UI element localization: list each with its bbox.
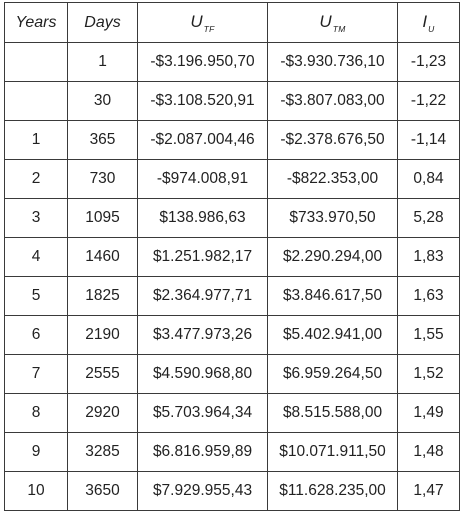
cell-utm: -$2.378.676,50 <box>268 121 398 160</box>
cell-utm: $11.628.235,00 <box>268 472 398 511</box>
cell-utm: -$3.807.083,00 <box>268 82 398 121</box>
table-row <box>5 472 460 511</box>
cell-days: 2555 <box>68 355 138 394</box>
header-utm-subscript: TM <box>332 23 346 34</box>
cell-days: 365 <box>68 121 138 160</box>
table-body <box>5 43 460 511</box>
table-row <box>5 160 460 199</box>
table-row <box>5 277 460 316</box>
cell-utf: $138.986,63 <box>138 199 268 238</box>
cell-iu: 1,55 <box>398 316 460 355</box>
cell-years: 6 <box>5 316 68 355</box>
header-utf-symbol: U <box>190 11 203 31</box>
cell-days: 1095 <box>68 199 138 238</box>
table-row <box>5 433 460 472</box>
cell-iu: 1,47 <box>398 472 460 511</box>
cell-iu: 1,83 <box>398 238 460 277</box>
cell-days: 30 <box>68 82 138 121</box>
table-row <box>5 394 460 433</box>
cell-utf: -$3.196.950,70 <box>138 43 268 82</box>
header-row <box>5 3 460 43</box>
cell-days: 1825 <box>68 277 138 316</box>
header-utm <box>268 3 398 43</box>
cell-utm: $8.515.588,00 <box>268 394 398 433</box>
cell-iu: 0,84 <box>398 160 460 199</box>
cell-years: 4 <box>5 238 68 277</box>
cell-utf: -$974.008,91 <box>138 160 268 199</box>
cell-utf: $4.590.968,80 <box>138 355 268 394</box>
cell-days: 3650 <box>68 472 138 511</box>
header-iu <box>398 3 460 43</box>
cell-utm: $2.290.294,00 <box>268 238 398 277</box>
cell-iu: 1,52 <box>398 355 460 394</box>
header-iu-subscript: U <box>428 23 435 34</box>
table-header <box>5 3 460 43</box>
cell-utf: -$3.108.520,91 <box>138 82 268 121</box>
cell-years: 5 <box>5 277 68 316</box>
cell-iu: -1,22 <box>398 82 460 121</box>
header-utf-subscript: TF <box>203 23 215 34</box>
cell-utm: -$3.930.736,10 <box>268 43 398 82</box>
cell-utf: $2.364.977,71 <box>138 277 268 316</box>
cell-utm: $3.846.617,50 <box>268 277 398 316</box>
cell-utm: -$822.353,00 <box>268 160 398 199</box>
cell-days: 2920 <box>68 394 138 433</box>
cell-years: 2 <box>5 160 68 199</box>
cell-utf: $5.703.964,34 <box>138 394 268 433</box>
cell-iu: -1,14 <box>398 121 460 160</box>
cell-years <box>5 43 68 82</box>
header-utm-symbol: U <box>319 11 332 31</box>
header-years: Years <box>5 3 68 43</box>
cell-utf: $1.251.982,17 <box>138 238 268 277</box>
cell-days: 3285 <box>68 433 138 472</box>
cell-utm: $6.959.264,50 <box>268 355 398 394</box>
cell-iu: -1,23 <box>398 43 460 82</box>
header-utf <box>138 3 268 43</box>
cell-utm: $5.402.941,00 <box>268 316 398 355</box>
cell-utf: -$2.087.004,46 <box>138 121 268 160</box>
cell-iu: 1,48 <box>398 433 460 472</box>
data-table <box>4 2 460 511</box>
cell-days: 730 <box>68 160 138 199</box>
header-iu-symbol: I <box>422 11 428 31</box>
table-row <box>5 82 460 121</box>
table-row <box>5 316 460 355</box>
cell-years <box>5 82 68 121</box>
cell-years: 7 <box>5 355 68 394</box>
cell-years: 10 <box>5 472 68 511</box>
cell-years: 3 <box>5 199 68 238</box>
table-row <box>5 199 460 238</box>
cell-iu: 1,49 <box>398 394 460 433</box>
cell-iu: 5,28 <box>398 199 460 238</box>
cell-days: 1 <box>68 43 138 82</box>
cell-utf: $3.477.973,26 <box>138 316 268 355</box>
cell-iu: 1,63 <box>398 277 460 316</box>
cell-utm: $10.071.911,50 <box>268 433 398 472</box>
cell-years: 1 <box>5 121 68 160</box>
cell-years: 9 <box>5 433 68 472</box>
cell-utm: $733.970,50 <box>268 199 398 238</box>
table-row <box>5 43 460 82</box>
cell-utf: $6.816.959,89 <box>138 433 268 472</box>
table-row <box>5 121 460 160</box>
cell-days: 2190 <box>68 316 138 355</box>
cell-utf: $7.929.955,43 <box>138 472 268 511</box>
cell-years: 8 <box>5 394 68 433</box>
table-row <box>5 355 460 394</box>
table-row <box>5 238 460 277</box>
cell-days: 1460 <box>68 238 138 277</box>
header-days: Days <box>68 3 138 43</box>
